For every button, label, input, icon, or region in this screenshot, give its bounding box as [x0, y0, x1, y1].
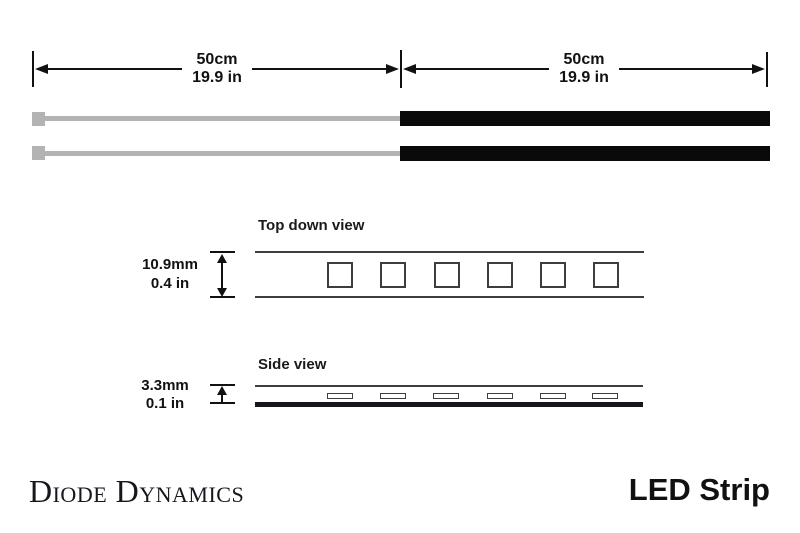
- length-dimension-label-2: [549, 51, 619, 87]
- led-chip: [593, 262, 619, 288]
- led-chip-side: [540, 393, 566, 399]
- led-chip: [540, 262, 566, 288]
- length-dimension-label-1: [182, 51, 252, 87]
- wire-connector: [32, 146, 45, 160]
- length-metric-1: 50cm: [196, 51, 238, 68]
- brand-logo: Diode Dynamics: [29, 473, 245, 509]
- width-metric: 10.9mm: [142, 256, 198, 273]
- led-chip: [434, 262, 460, 288]
- led-chip-side: [327, 393, 353, 399]
- lead-wire: [45, 151, 400, 156]
- dimension-tick-left: [32, 51, 34, 87]
- dimension-shaft: [221, 258, 223, 292]
- arrowhead-left-icon: [35, 64, 48, 74]
- led-chip-side: [433, 393, 459, 399]
- strip-height-dimension-label: [123, 377, 207, 413]
- strip-side-base: [255, 402, 643, 407]
- length-dimension-segment-2: [403, 51, 765, 87]
- led-chip-side: [592, 393, 618, 399]
- height-metric: 3.3mm: [141, 377, 189, 394]
- strip-top-edge: [255, 251, 644, 253]
- led-chip-side: [487, 393, 513, 399]
- length-imperial-1: 19.9 in: [192, 69, 242, 86]
- strip-bottom-edge: [255, 296, 644, 298]
- top-down-view-label: Top down view: [258, 217, 365, 234]
- led-chip: [327, 262, 353, 288]
- length-dimension-segment-1: [35, 51, 399, 87]
- strip-width-dimension-label: [128, 255, 212, 293]
- dimension-cap-top: [210, 251, 235, 253]
- height-imperial: 0.1 in: [145, 395, 185, 412]
- dimension-line: [416, 68, 549, 70]
- led-strip-body: [400, 111, 770, 126]
- width-imperial: 0.4 in: [150, 275, 190, 292]
- dimension-line: [252, 68, 386, 70]
- wire-connector: [32, 112, 45, 126]
- lead-wire: [45, 116, 400, 121]
- arrowhead-up-icon: [217, 254, 227, 263]
- led-chip: [487, 262, 513, 288]
- arrowhead-down-icon: [217, 288, 227, 297]
- product-title: LED Strip: [628, 472, 770, 507]
- arrowhead-up-icon: [217, 386, 227, 395]
- length-metric-2: 50cm: [563, 51, 605, 68]
- arrowhead-left-icon: [403, 64, 416, 74]
- arrowhead-right-icon: [386, 64, 399, 74]
- strip-side-top-edge: [255, 385, 643, 387]
- led-chip: [380, 262, 406, 288]
- dimension-tick-right: [766, 52, 768, 87]
- dimension-line: [48, 68, 182, 70]
- dimension-tick-middle: [400, 50, 402, 88]
- length-imperial-2: 19.9 in: [559, 69, 609, 86]
- arrowhead-right-icon: [752, 64, 765, 74]
- side-view-label: Side view: [258, 356, 327, 373]
- led-chip-side: [380, 393, 406, 399]
- dimension-line: [619, 68, 752, 70]
- led-strip-body: [400, 146, 770, 161]
